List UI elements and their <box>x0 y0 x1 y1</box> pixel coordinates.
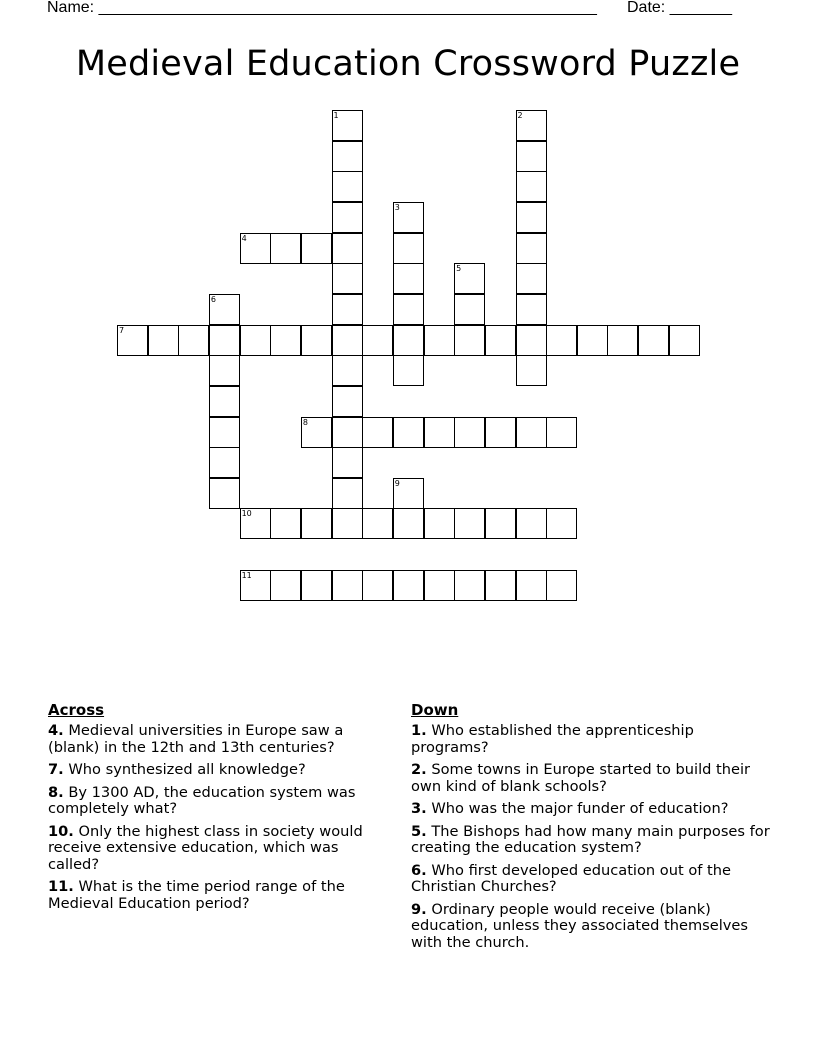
clue-number-label: 10 <box>241 509 252 519</box>
grid-cell[interactable] <box>454 294 485 325</box>
grid-cell[interactable] <box>332 417 363 448</box>
grid-cell[interactable] <box>209 325 240 356</box>
clue-down-3 <box>411 801 771 818</box>
grid-cell[interactable] <box>516 508 547 539</box>
grid-cell[interactable] <box>516 233 547 264</box>
grid-cell[interactable] <box>393 570 424 601</box>
grid-cell[interactable] <box>393 263 424 294</box>
clue-text: Ordinary people would receive (blank) education, unless they associated themselves with the church. <box>411 900 749 951</box>
puzzle-title: Medieval Education Crossword Puzzle <box>75 44 741 84</box>
clue-text: Who first developed education out of the Christian Churches? <box>411 861 731 895</box>
clue-number: 3. <box>411 800 427 817</box>
grid-cell[interactable] <box>240 508 271 539</box>
grid-cell[interactable] <box>424 508 455 539</box>
clue-number: 5. <box>411 822 427 840</box>
grid-cell[interactable] <box>454 263 485 294</box>
grid-cell[interactable] <box>516 355 547 386</box>
grid-cell[interactable] <box>454 325 485 356</box>
grid-cell[interactable] <box>485 570 516 601</box>
clue-text: Some towns in Europe started to build their own kind of blank schools? <box>411 761 751 795</box>
grid-cell[interactable] <box>332 233 363 264</box>
grid-cell[interactable] <box>577 325 608 356</box>
clue-across-11 <box>48 879 388 912</box>
grid-cell[interactable] <box>393 233 424 264</box>
down-heading: Down <box>411 701 459 719</box>
grid-cell[interactable] <box>332 570 363 601</box>
grid-cell[interactable] <box>301 508 332 539</box>
name-field[interactable]: Name: ________________________________________________________ <box>47 0 597 16</box>
grid-cell[interactable] <box>516 171 547 202</box>
clue-text: By 1300 AD, the education system was completely what? <box>48 783 356 817</box>
grid-cell[interactable] <box>516 417 547 448</box>
clue-across-7 <box>48 762 388 779</box>
grid-cell[interactable] <box>393 355 424 386</box>
clue-across-4 <box>48 723 388 756</box>
clue-text: The Bishops had how many main purposes for creating the education system? <box>411 822 770 856</box>
grid-cell[interactable] <box>332 294 363 325</box>
grid-cell[interactable] <box>516 141 547 172</box>
grid-cell[interactable] <box>301 417 332 448</box>
grid-cell[interactable] <box>393 417 424 448</box>
grid-cell[interactable] <box>270 508 301 539</box>
grid-cell[interactable] <box>332 325 363 356</box>
grid-cell[interactable] <box>516 110 547 141</box>
clue-down-5 <box>411 824 771 857</box>
grid-cell[interactable] <box>240 325 271 356</box>
grid-cell[interactable] <box>209 447 240 478</box>
grid-cell[interactable] <box>362 417 393 448</box>
grid-cell[interactable] <box>393 202 424 233</box>
clue-number-label: 8 <box>302 417 308 427</box>
grid-cell[interactable] <box>424 417 455 448</box>
clue-text: What is the time period range of the Medieval Education period? <box>48 878 345 912</box>
grid-cell[interactable] <box>485 325 516 356</box>
clue-number-label: 5 <box>456 264 462 274</box>
grid-cell[interactable] <box>332 263 363 294</box>
grid-cell[interactable] <box>516 263 547 294</box>
grid-cell[interactable] <box>516 294 547 325</box>
clue-number: 8. <box>48 783 64 801</box>
clue-number: 10. <box>48 822 74 840</box>
across-clues <box>48 702 388 918</box>
clue-across-8 <box>48 785 388 818</box>
clue-down-1 <box>411 723 771 756</box>
clue-number-label: 9 <box>394 478 400 488</box>
clue-number: 1. <box>411 722 427 739</box>
grid-cell[interactable] <box>393 508 424 539</box>
clue-number: 7. <box>48 761 64 778</box>
grid-cell[interactable] <box>454 417 485 448</box>
grid-cell[interactable] <box>209 478 240 509</box>
clue-text: Only the highest class in society would receive extensive education, which was called? <box>48 822 363 873</box>
clue-across-10 <box>48 824 388 874</box>
clue-number-label: 3 <box>394 202 400 212</box>
clue-number: 2. <box>411 761 427 778</box>
grid-cell[interactable] <box>332 110 363 141</box>
clue-text: Who was the major funder of education? <box>426 800 729 817</box>
clue-number-label: 2 <box>517 111 523 120</box>
grid-cell[interactable] <box>301 325 332 356</box>
clue-down-2 <box>411 762 771 795</box>
date-field[interactable]: Date: _______ <box>627 0 732 16</box>
grid-cell[interactable] <box>240 570 271 601</box>
grid-cell[interactable] <box>209 355 240 386</box>
grid-cell[interactable] <box>362 570 393 601</box>
grid-cell[interactable] <box>485 417 516 448</box>
grid-cell[interactable] <box>454 570 485 601</box>
grid-cell[interactable] <box>209 294 240 325</box>
clue-number-label: 11 <box>241 570 252 580</box>
grid-cell[interactable] <box>270 570 301 601</box>
clue-text: Who synthesized all knowledge? <box>63 761 306 778</box>
grid-cell[interactable] <box>178 325 209 356</box>
clue-number: 4. <box>48 722 64 739</box>
grid-cell[interactable] <box>332 508 363 539</box>
grid-cell[interactable] <box>516 570 547 601</box>
grid-cell[interactable] <box>240 233 271 264</box>
grid-cell[interactable] <box>393 325 424 356</box>
clue-number: 11. <box>48 878 74 895</box>
grid-cell[interactable] <box>546 417 577 448</box>
grid-cell[interactable] <box>393 294 424 325</box>
grid-cell[interactable] <box>270 233 301 264</box>
grid-cell[interactable] <box>362 508 393 539</box>
clue-number-label: 7 <box>119 325 125 335</box>
grid-cell[interactable] <box>332 478 363 509</box>
clue-number-label: 1 <box>333 111 339 120</box>
across-heading: Across <box>48 701 105 719</box>
clue-down-6 <box>411 863 771 896</box>
grid-cell[interactable] <box>516 325 547 356</box>
grid-cell[interactable] <box>332 386 363 417</box>
clue-down-9 <box>411 902 771 952</box>
grid-cell[interactable] <box>332 447 363 478</box>
grid-cell[interactable] <box>638 325 669 356</box>
grid-cell[interactable] <box>607 325 638 356</box>
grid-cell[interactable] <box>546 325 577 356</box>
grid-cell[interactable] <box>516 202 547 233</box>
grid-cell[interactable] <box>546 508 577 539</box>
grid-cell[interactable] <box>117 325 148 356</box>
down-clues <box>411 702 771 957</box>
grid-cell[interactable] <box>301 570 332 601</box>
grid-cell[interactable] <box>485 508 516 539</box>
grid-cell[interactable] <box>332 141 363 172</box>
clue-number: 9. <box>411 900 427 918</box>
grid-cell[interactable] <box>148 325 179 356</box>
grid-cell[interactable] <box>332 202 363 233</box>
clue-text: Who established the apprenticeship programs? <box>411 722 694 756</box>
clue-number-label: 6 <box>210 294 216 304</box>
grid-cell[interactable] <box>546 570 577 601</box>
grid-cell[interactable] <box>424 570 455 601</box>
grid-cell[interactable] <box>209 417 240 448</box>
grid-cell[interactable] <box>424 325 455 356</box>
clue-number: 6. <box>411 861 427 879</box>
clue-number-label: 4 <box>241 233 247 243</box>
grid-cell[interactable] <box>332 355 363 386</box>
grid-cell[interactable] <box>669 325 700 356</box>
grid-cell[interactable] <box>454 508 485 539</box>
grid-cell[interactable] <box>301 233 332 264</box>
grid-cell[interactable] <box>270 325 301 356</box>
clue-text: Medieval universities in Europe saw a (blank) in the 12th and 13th centuries? <box>48 722 344 756</box>
grid-cell[interactable] <box>332 171 363 202</box>
grid-cell[interactable] <box>362 325 393 356</box>
grid-cell[interactable] <box>393 478 424 509</box>
grid-cell[interactable] <box>209 386 240 417</box>
